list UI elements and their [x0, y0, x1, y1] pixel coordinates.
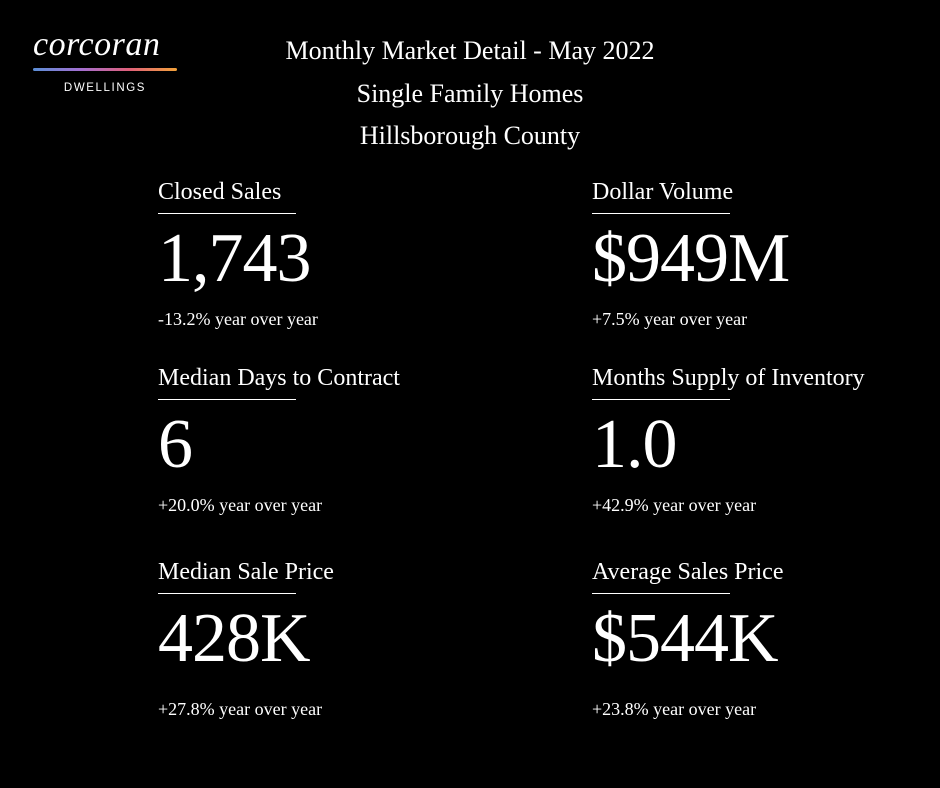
- stat-months-supply-of-inventory: [592, 366, 922, 514]
- stat-change: -13.2% year over year: [158, 309, 318, 329]
- stat-closed-sales: [158, 180, 488, 328]
- stat-change: +42.9% year over year: [592, 495, 757, 515]
- stat-median-days-to-contract: [158, 366, 488, 514]
- property-type: Single Family Homes: [356, 79, 584, 108]
- stat-change: +7.5% year over year: [592, 309, 748, 329]
- stat-average-sales-price: [592, 560, 922, 718]
- logo-wordmark: corcoran: [33, 26, 161, 63]
- stat-value: 1.0: [592, 406, 677, 483]
- stat-label: Months Supply of Inventory: [592, 365, 865, 391]
- stat-change: +23.8% year over year: [592, 699, 757, 719]
- stat-divider: [592, 593, 730, 594]
- stat-label: Dollar Volume: [592, 179, 734, 205]
- stat-label: Closed Sales: [158, 179, 282, 205]
- corcoran-logo: [33, 28, 177, 94]
- stat-median-sale-price: [158, 560, 488, 718]
- logo-subtitle: DWELLINGS: [63, 82, 147, 94]
- report-title: Monthly Market Detail - May 2022: [285, 36, 655, 65]
- stat-value: $949M: [592, 220, 790, 297]
- stat-value: $544K: [592, 600, 778, 677]
- stat-dollar-volume: [592, 180, 922, 328]
- stat-divider: [592, 213, 730, 214]
- stat-label: Average Sales Price: [592, 559, 784, 585]
- stat-divider: [158, 593, 296, 594]
- stat-value: 428K: [158, 600, 310, 677]
- stat-label: Median Days to Contract: [158, 365, 400, 391]
- stat-change: +20.0% year over year: [158, 495, 323, 515]
- stat-divider: [592, 399, 730, 400]
- stat-divider: [158, 213, 296, 214]
- logo-gradient-bar: [33, 68, 177, 71]
- stat-value: 6: [158, 406, 192, 483]
- stat-divider: [158, 399, 296, 400]
- stat-value: 1,743: [158, 220, 311, 297]
- county-name: Hillsborough County: [359, 121, 581, 150]
- stat-change: +27.8% year over year: [158, 699, 323, 719]
- stat-label: Median Sale Price: [158, 559, 334, 585]
